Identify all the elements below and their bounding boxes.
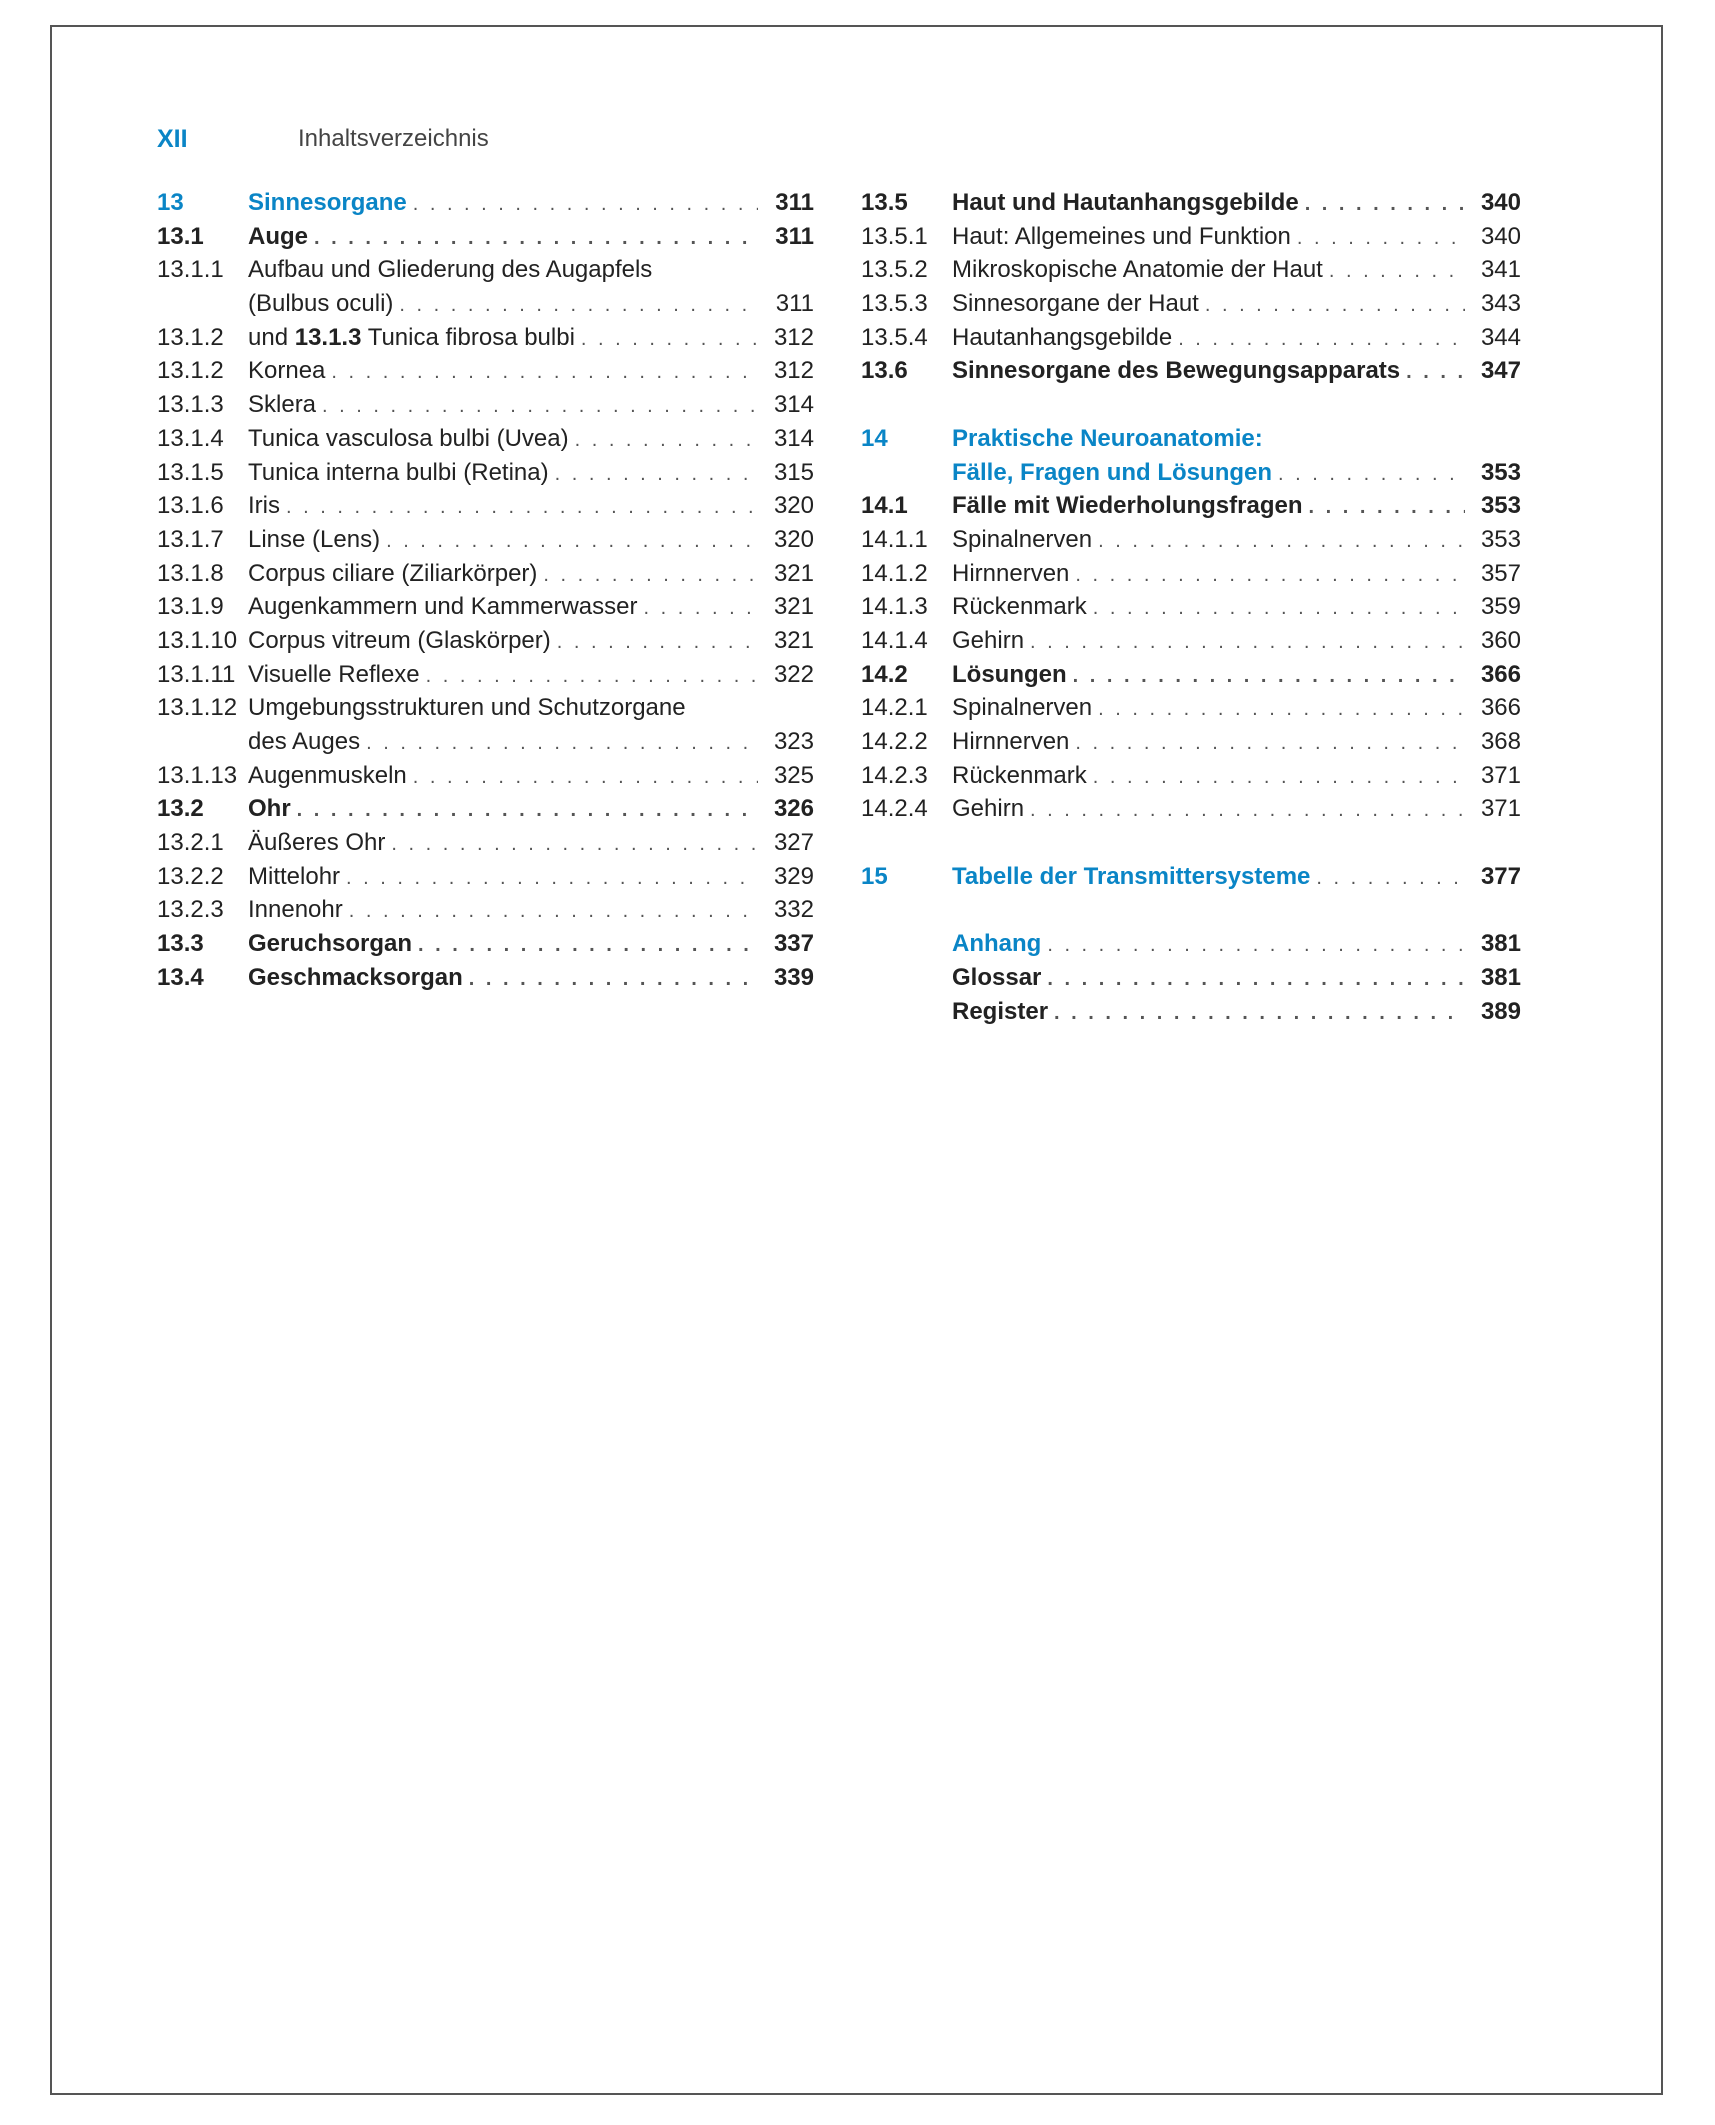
toc-dot-leader bbox=[413, 761, 758, 795]
toc-entry[interactable] bbox=[861, 691, 1521, 725]
toc-entry-page: 381 bbox=[1480, 963, 1521, 991]
toc-entry-title-text: Spinalnerven bbox=[952, 694, 1093, 722]
toc-entry-number: 13.2.1 bbox=[157, 829, 224, 857]
toc-entry-title-text: Innenohr bbox=[248, 896, 343, 924]
toc-dot-leader bbox=[413, 188, 758, 222]
toc-entry-number: 13.5.3 bbox=[861, 290, 928, 318]
toc-entry-title bbox=[952, 220, 1469, 256]
toc-entry-title-text: Geruchsorgan bbox=[248, 930, 413, 958]
toc-title-part: und bbox=[248, 323, 295, 351]
toc-entry-number: 14.1 bbox=[861, 492, 908, 520]
toc-entry-page: 315 bbox=[773, 458, 814, 486]
toc-entry[interactable] bbox=[861, 489, 1521, 523]
toc-entry-title-text: Anhang bbox=[952, 930, 1042, 958]
toc-entry-title-text: Glossar bbox=[952, 963, 1042, 991]
toc-entry-number: 13.1.9 bbox=[157, 593, 224, 621]
toc-entry-number: 13.5 bbox=[861, 189, 908, 216]
toc-entry[interactable] bbox=[157, 658, 814, 692]
toc-entry[interactable] bbox=[157, 354, 814, 388]
toc-entry-number: 13.2 bbox=[157, 795, 204, 823]
toc-entry[interactable] bbox=[861, 220, 1521, 254]
toc-entry-title-text: Sinnesorgane bbox=[248, 189, 407, 216]
toc-entry-title-text: Praktische Neuroanatomie: bbox=[952, 424, 1263, 452]
toc-dot-leader bbox=[1030, 626, 1465, 660]
toc-dot-leader bbox=[1075, 559, 1465, 593]
toc-dot-leader bbox=[543, 559, 758, 593]
toc-entry[interactable] bbox=[861, 186, 1521, 220]
toc-entry-number: 14.1.1 bbox=[861, 525, 928, 553]
running-header-title: Inhaltsverzeichnis bbox=[298, 125, 489, 152]
toc-entry-title bbox=[248, 186, 762, 222]
toc-entry-number: 14.2.3 bbox=[861, 761, 928, 789]
toc-entry[interactable] bbox=[861, 995, 1521, 1029]
toc-dot-leader bbox=[391, 828, 758, 862]
toc-entry-number: 13.1.7 bbox=[157, 525, 224, 553]
toc-entry[interactable] bbox=[157, 691, 814, 725]
toc-entry-title bbox=[952, 186, 1469, 222]
toc-entry-title bbox=[248, 725, 762, 761]
toc-spacer bbox=[861, 893, 1521, 927]
toc-entry-title-text: Aufbau und Gliederung des Augapfels bbox=[248, 256, 653, 284]
toc-entry-title-text: Mikroskopische Anatomie der Haut bbox=[952, 256, 1323, 284]
toc-dot-leader bbox=[1178, 323, 1465, 357]
toc-dot-leader bbox=[1047, 929, 1465, 963]
toc-dot-leader bbox=[1093, 761, 1465, 795]
toc-entry-number: 14.1.3 bbox=[861, 593, 928, 621]
toc-entry-title-text: Register bbox=[952, 997, 1049, 1025]
toc-entry-title bbox=[952, 287, 1469, 323]
toc-entry-title bbox=[952, 456, 1469, 492]
toc-entry[interactable] bbox=[861, 590, 1521, 624]
toc-entry-page: 321 bbox=[773, 626, 814, 654]
toc-entry-title-text: Sinnesorgane des Bewegungsapparats bbox=[952, 357, 1401, 385]
toc-entry[interactable] bbox=[861, 624, 1521, 658]
toc-entry-title-text: Äußeres Ohr bbox=[248, 829, 386, 857]
toc-entry-title bbox=[952, 759, 1469, 795]
toc-entry-page: 323 bbox=[773, 728, 814, 755]
toc-entry-page: 314 bbox=[773, 424, 814, 452]
toc-entry-title-text: Tabelle der Transmittersysteme bbox=[952, 862, 1311, 890]
toc-entry-title bbox=[248, 388, 762, 424]
toc-entry[interactable] bbox=[157, 186, 814, 220]
toc-entry-page: 341 bbox=[1480, 256, 1521, 284]
toc-title-part-bold: 13.1.3 bbox=[294, 323, 362, 351]
toc-entry-title-text: des Auges bbox=[248, 728, 361, 755]
toc-entry[interactable] bbox=[861, 321, 1521, 355]
toc-entry[interactable] bbox=[861, 725, 1521, 759]
toc-entry-page: 339 bbox=[773, 963, 814, 991]
toc-entry-title bbox=[952, 961, 1469, 997]
toc-entry-page: 321 bbox=[773, 593, 814, 621]
toc-entry-title-text: Fälle mit Wiederholungsfragen bbox=[952, 492, 1303, 520]
toc-entry-title bbox=[248, 691, 762, 725]
toc-entry[interactable] bbox=[157, 321, 814, 355]
toc-entry-title bbox=[248, 826, 762, 862]
toc-dot-leader bbox=[1316, 862, 1465, 896]
toc-entry[interactable] bbox=[157, 557, 814, 591]
toc-entry-title-text: Umgebungsstrukturen und Schutzorgane bbox=[248, 694, 686, 722]
toc-entry-page: 343 bbox=[1480, 290, 1521, 318]
toc-entry[interactable] bbox=[157, 725, 814, 759]
toc-entry-number: 15 bbox=[861, 862, 888, 890]
toc-entry-number: 13.5.1 bbox=[861, 222, 928, 250]
toc-dot-leader bbox=[1297, 222, 1465, 256]
toc-entry-page: 366 bbox=[1480, 694, 1521, 722]
toc-dot-leader bbox=[1047, 963, 1465, 997]
toc-entry-page: 353 bbox=[1480, 525, 1521, 553]
toc-dot-leader bbox=[322, 390, 758, 424]
toc-dot-leader bbox=[331, 356, 758, 390]
toc-entry[interactable] bbox=[861, 557, 1521, 591]
toc-entry-number: 14.2.2 bbox=[861, 728, 928, 755]
toc-entry[interactable] bbox=[861, 354, 1521, 388]
toc-entry-title-text: (Bulbus oculi) bbox=[248, 290, 394, 318]
toc-entry-number: 13.1.12 bbox=[157, 694, 238, 722]
toc-entry-title bbox=[248, 321, 762, 357]
toc-entry-title bbox=[952, 590, 1469, 626]
toc-entry-title-text: Iris bbox=[248, 492, 280, 520]
toc-spacer bbox=[861, 388, 1521, 422]
toc-entry-page: 359 bbox=[1480, 593, 1521, 621]
toc-entry-page: 325 bbox=[773, 761, 814, 789]
toc-dot-leader bbox=[399, 289, 758, 323]
toc-entry-page: 320 bbox=[773, 492, 814, 520]
toc-dot-leader bbox=[349, 895, 758, 929]
toc-entry-page: 340 bbox=[1480, 189, 1521, 216]
toc-entry-title bbox=[952, 422, 1469, 456]
toc-entry-title bbox=[248, 658, 762, 694]
toc-entry-number: 13.1.6 bbox=[157, 492, 224, 520]
toc-entry-title-text: Sklera bbox=[248, 391, 317, 419]
toc-entry-title-text: Hirnnerven bbox=[952, 559, 1070, 587]
toc-entry-page: 347 bbox=[1480, 357, 1521, 385]
toc-entry-title bbox=[248, 961, 762, 997]
toc-entry[interactable] bbox=[157, 860, 814, 894]
toc-dot-leader bbox=[555, 458, 758, 492]
toc-entry-page: 311 bbox=[775, 290, 814, 318]
toc-entry-title bbox=[248, 354, 762, 390]
toc-dot-leader bbox=[557, 626, 758, 660]
toc-entry-title-text: Gehirn bbox=[952, 795, 1025, 823]
toc-dot-leader bbox=[1098, 693, 1465, 727]
toc-entry-title-text: Linse (Lens) bbox=[248, 525, 381, 553]
toc-entry-number: 13.3 bbox=[157, 930, 204, 958]
toc-entry-title-text: Sinnesorgane der Haut bbox=[952, 290, 1199, 318]
toc-entry[interactable] bbox=[861, 658, 1521, 692]
toc-dot-leader bbox=[1098, 525, 1465, 559]
toc-entry-title-text: Rückenmark bbox=[952, 761, 1087, 789]
toc-entry-title bbox=[248, 557, 762, 593]
toc-entry-title bbox=[248, 624, 762, 660]
toc-entry-title bbox=[952, 927, 1469, 963]
toc-entry-number: 13.1.5 bbox=[157, 458, 224, 486]
toc-entry-title bbox=[248, 220, 762, 256]
toc-entry-title-text: Fälle, Fragen und Lösungen bbox=[952, 458, 1273, 486]
toc-entry-page: 320 bbox=[773, 525, 814, 553]
toc-entry-page: 340 bbox=[1480, 222, 1521, 250]
toc-entry-number: 13.2.2 bbox=[157, 862, 224, 890]
toc-dot-leader bbox=[575, 424, 758, 458]
toc-entry-title bbox=[248, 927, 762, 963]
toc-entry-title bbox=[248, 422, 762, 458]
toc-entry-number: 14.2 bbox=[861, 660, 908, 688]
toc-entry-title bbox=[248, 893, 762, 929]
toc-entry-page: 321 bbox=[773, 559, 814, 587]
toc-dot-leader bbox=[386, 525, 758, 559]
toc-right-column bbox=[861, 186, 1521, 1028]
toc-entry-title-text: Spinalnerven bbox=[952, 525, 1093, 553]
toc-dot-leader bbox=[346, 862, 758, 896]
toc-entry-title bbox=[952, 860, 1469, 896]
toc-entry-title-text: Haut: Allgemeines und Funktion bbox=[952, 222, 1291, 250]
toc-dot-leader bbox=[297, 794, 758, 828]
toc-entry[interactable] bbox=[861, 456, 1521, 490]
toc-entry-page: 344 bbox=[1480, 323, 1521, 351]
toc-entry[interactable] bbox=[157, 826, 814, 860]
toc-entry[interactable] bbox=[157, 590, 814, 624]
toc-entry-title-text: Visuelle Reflexe bbox=[248, 660, 420, 688]
toc-entry-page: 389 bbox=[1480, 997, 1521, 1025]
toc-dot-leader bbox=[1075, 727, 1465, 761]
toc-entry[interactable] bbox=[861, 253, 1521, 287]
toc-entry-page: 327 bbox=[773, 829, 814, 857]
toc-entry[interactable] bbox=[861, 523, 1521, 557]
toc-entry[interactable] bbox=[861, 792, 1521, 826]
toc-dot-leader bbox=[1305, 188, 1465, 222]
toc-dot-leader bbox=[469, 963, 758, 997]
toc-entry[interactable] bbox=[861, 422, 1521, 456]
toc-entry-number: 13.1.8 bbox=[157, 559, 224, 587]
toc-dot-leader bbox=[1054, 997, 1465, 1031]
toc-dot-leader bbox=[1205, 289, 1465, 323]
toc-entry-title-text: Hirnnerven bbox=[952, 728, 1070, 755]
toc-entry-number: 13.1.2 bbox=[157, 357, 224, 385]
toc-entry-title-text: Geschmacksorgan bbox=[248, 963, 463, 991]
toc-entry-title bbox=[952, 624, 1469, 660]
toc-entry-number: 14.1.2 bbox=[861, 559, 928, 587]
toc-entry-title-text: Lösungen bbox=[952, 660, 1067, 688]
toc-entry-number: 13.1.3 bbox=[157, 391, 224, 419]
toc-entry-page: 312 bbox=[773, 323, 814, 351]
toc-entry-title bbox=[248, 456, 762, 492]
toc-entry[interactable] bbox=[157, 388, 814, 422]
toc-entry-title bbox=[952, 523, 1469, 559]
toc-entry[interactable] bbox=[157, 961, 814, 995]
toc-dot-leader bbox=[1030, 794, 1465, 828]
page-number: XII bbox=[157, 125, 188, 153]
toc-entry-title-text: Kornea bbox=[248, 357, 326, 385]
toc-entry-title bbox=[952, 725, 1469, 761]
toc-entry-number: 13.1.11 bbox=[157, 660, 236, 688]
toc-entry-title-text: Augenmuskeln bbox=[248, 761, 407, 789]
toc-entry-number: 13.4 bbox=[157, 963, 204, 991]
toc-entry-number: 14 bbox=[861, 424, 888, 452]
toc-entry[interactable] bbox=[861, 961, 1521, 995]
toc-entry-page: 311 bbox=[775, 189, 814, 216]
toc-dot-leader bbox=[1073, 660, 1465, 694]
toc-entry-page: 381 bbox=[1480, 930, 1521, 958]
toc-entry[interactable] bbox=[157, 253, 814, 287]
toc-entry-number: 14.1.4 bbox=[861, 626, 928, 654]
toc-entry-title bbox=[952, 557, 1469, 593]
toc-entry-page: 353 bbox=[1480, 458, 1521, 486]
toc-dot-leader bbox=[1278, 458, 1465, 492]
toc-entry-title bbox=[248, 489, 762, 525]
toc-entry-title bbox=[248, 759, 762, 795]
toc-title-part: Tunica fibrosa bulbi bbox=[361, 323, 575, 351]
toc-entry-number: 13.5.4 bbox=[861, 323, 928, 351]
toc-entry-page: 366 bbox=[1480, 660, 1521, 688]
toc-dot-leader bbox=[1329, 255, 1465, 289]
toc-entry[interactable] bbox=[861, 759, 1521, 793]
toc-entry-page: 353 bbox=[1480, 492, 1521, 520]
toc-entry-title bbox=[952, 354, 1469, 390]
toc-left-column bbox=[157, 186, 814, 995]
toc-entry-page: 337 bbox=[773, 930, 814, 958]
toc-entry[interactable] bbox=[861, 860, 1521, 894]
toc-dot-leader bbox=[1093, 592, 1465, 626]
toc-dot-leader bbox=[644, 592, 759, 626]
toc-entry[interactable] bbox=[157, 523, 814, 557]
toc-entry[interactable] bbox=[861, 927, 1521, 961]
toc-entry-page: 371 bbox=[1480, 795, 1521, 823]
toc-entry-title-text: Ohr bbox=[248, 795, 291, 823]
toc-entry-page: 360 bbox=[1480, 626, 1521, 654]
toc-dot-leader bbox=[581, 323, 758, 357]
toc-entry-title-text: Corpus vitreum (Glaskörper) bbox=[248, 626, 551, 654]
toc-entry[interactable] bbox=[157, 759, 814, 793]
toc-dot-leader bbox=[426, 660, 758, 694]
toc-entry[interactable] bbox=[157, 456, 814, 490]
toc-entry-number: 13.6 bbox=[861, 357, 908, 385]
toc-entry-title bbox=[952, 995, 1469, 1031]
toc-entry[interactable] bbox=[157, 624, 814, 658]
toc-entry-title-text: Hautanhangsgebilde bbox=[952, 323, 1173, 351]
toc-entry-title bbox=[952, 792, 1469, 828]
toc-entry-title bbox=[952, 253, 1469, 289]
toc-entry-page: 314 bbox=[773, 391, 814, 419]
toc-entry-title bbox=[952, 489, 1469, 525]
toc-entry-number: 14.2.1 bbox=[861, 694, 928, 722]
toc-entry-page: 357 bbox=[1480, 559, 1521, 587]
toc-dot-leader bbox=[418, 929, 758, 963]
toc-dot-leader bbox=[1309, 491, 1466, 525]
toc-entry-number: 13.2.3 bbox=[157, 896, 224, 924]
toc-entry-title-text: Auge bbox=[248, 222, 308, 250]
toc-entry-number: 13.1 bbox=[157, 222, 204, 250]
toc-entry[interactable] bbox=[157, 220, 814, 254]
toc-entry-title-text: Tunica vasculosa bulbi (Uvea) bbox=[248, 424, 569, 452]
toc-dot-leader bbox=[1406, 356, 1465, 390]
toc-entry-number: 13.1.4 bbox=[157, 424, 224, 452]
toc-dot-leader bbox=[366, 727, 758, 761]
toc-entry-number: 14.2.4 bbox=[861, 795, 928, 823]
toc-entry-page: 371 bbox=[1480, 761, 1521, 789]
toc-entry-title-text bbox=[248, 321, 575, 355]
toc-entry-title bbox=[248, 253, 762, 287]
toc-entry-page: 377 bbox=[1480, 862, 1521, 890]
toc-entry-title bbox=[248, 590, 762, 626]
toc-entry-title bbox=[248, 792, 762, 828]
toc-entry-page: 311 bbox=[775, 222, 814, 250]
toc-entry-number: 13.5.2 bbox=[861, 256, 928, 284]
toc-entry-page: 312 bbox=[773, 357, 814, 385]
toc-entry-page: 329 bbox=[773, 862, 814, 890]
toc-entry-title-text: Mittelohr bbox=[248, 862, 341, 890]
toc-entry-title-text: Gehirn bbox=[952, 626, 1025, 654]
toc-entry-title-text: Haut und Hautanhangsgebilde bbox=[952, 189, 1299, 216]
toc-spacer bbox=[861, 826, 1521, 860]
toc-entry-number: 13 bbox=[157, 189, 184, 216]
toc-entry-page: 322 bbox=[773, 660, 814, 688]
toc-entry-page: 332 bbox=[773, 896, 814, 924]
toc-dot-leader bbox=[314, 222, 758, 256]
toc-entry[interactable] bbox=[157, 422, 814, 456]
toc-entry-title-text: Corpus ciliare (Ziliarkörper) bbox=[248, 559, 538, 587]
toc-entry-number: 13.1.10 bbox=[157, 626, 238, 654]
toc-entry-title bbox=[952, 321, 1469, 357]
toc-entry-number: 13.1.1 bbox=[157, 256, 224, 284]
toc-entry-title bbox=[952, 658, 1469, 694]
toc-entry[interactable] bbox=[157, 792, 814, 826]
toc-entry[interactable] bbox=[157, 489, 814, 523]
toc-entry[interactable] bbox=[157, 287, 814, 321]
toc-entry-title bbox=[248, 287, 762, 323]
toc-entry-page: 368 bbox=[1480, 728, 1521, 755]
toc-dot-leader bbox=[286, 491, 758, 525]
toc-entry[interactable] bbox=[861, 287, 1521, 321]
toc-entry-title-text: Tunica interna bulbi (Retina) bbox=[248, 458, 549, 486]
toc-entry-title bbox=[248, 523, 762, 559]
toc-entry-number: 13.1.2 bbox=[157, 323, 224, 351]
toc-entry[interactable] bbox=[157, 893, 814, 927]
toc-entry-page: 326 bbox=[773, 795, 814, 823]
toc-entry-title-text: Rückenmark bbox=[952, 593, 1087, 621]
toc-entry[interactable] bbox=[157, 927, 814, 961]
toc-entry-title-text: Augenkammern und Kammerwasser bbox=[248, 593, 638, 621]
toc-entry-number: 13.1.13 bbox=[157, 761, 238, 789]
toc-entry-title bbox=[952, 691, 1469, 727]
toc-entry-title bbox=[248, 860, 762, 896]
